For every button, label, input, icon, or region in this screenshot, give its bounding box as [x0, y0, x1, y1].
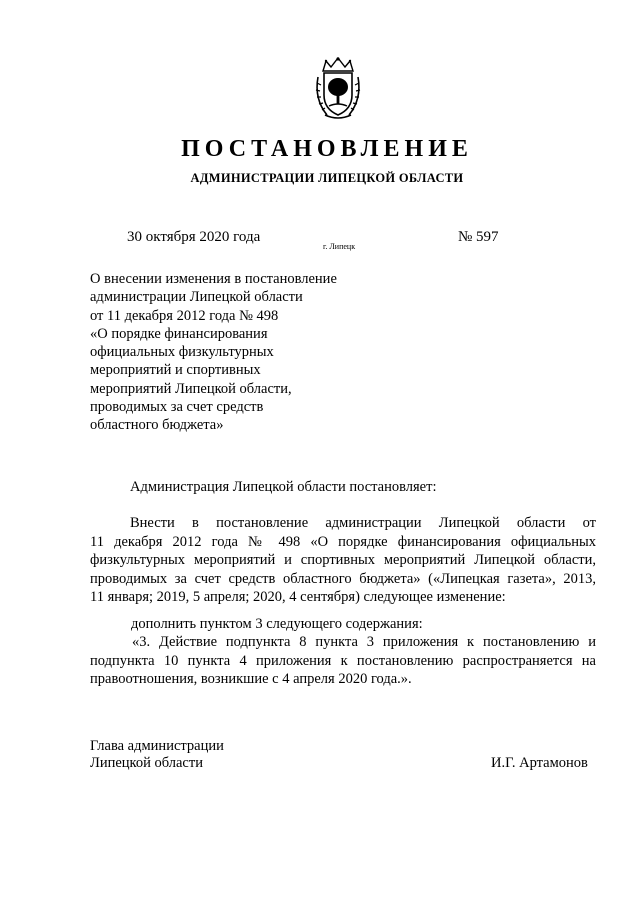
- subject-line: от 11 декабря 2012 года № 498: [90, 307, 279, 324]
- paragraph-line: проводимых за счет средств областного бюджета» («Липецкая газета», 2013,: [90, 570, 596, 587]
- signatory-name: И.Г. Артамонов: [491, 755, 588, 771]
- signatory-position: [90, 738, 224, 772]
- document-city: г. Липецк: [323, 242, 356, 251]
- paragraph-line: физкультурных мероприятий и спортивных мероприятий Липецкой области,: [90, 552, 596, 568]
- issuer-name: АДМИНИСТРАЦИИ ЛИПЕЦКОЙ ОБЛАСТИ: [190, 171, 464, 185]
- amendment-line: «3. Действие подпункта 8 пункта 3 приложения к постановлению и: [132, 634, 596, 650]
- position-line: Липецкой области: [90, 755, 203, 771]
- amendment-line: правоотношения, возникшие с 4 апреля 2020 года.».: [90, 671, 412, 687]
- amendment-line: подпункта 10 пункта 4 приложения к постановлению распространяется на: [90, 652, 596, 669]
- paragraph-line: Внести в постановление администрации Липецкой области от: [130, 515, 596, 531]
- amendment-intro: дополнить пунктом 3 следующего содержания:: [131, 616, 423, 632]
- position-line: Глава администрации: [90, 738, 224, 754]
- document-number: № 597: [458, 229, 499, 245]
- subject-line: проводимых за счет средств: [90, 399, 264, 416]
- subject-line: областного бюджета»: [90, 417, 224, 434]
- document-subject: [90, 270, 390, 435]
- subject-line: официальных физкультурных: [90, 344, 274, 361]
- paragraph-line: 11 января; 2019, 5 апреля; 2020, 4 сентября) следующее изменение:: [90, 589, 506, 605]
- subject-line: «О порядке финансирования: [90, 325, 268, 342]
- document-title: ПОСТАНОВЛЕНИЕ: [181, 136, 473, 162]
- subject-line: О внесении изменения в постановление: [90, 271, 337, 287]
- subject-line: мероприятий и спортивных: [90, 362, 261, 379]
- preamble: Администрация Липецкой области постановляет:: [130, 479, 437, 495]
- amendment-text: [90, 633, 596, 689]
- document-date: 30 октября 2020 года: [127, 229, 261, 245]
- subject-line: администрации Липецкой области: [90, 289, 303, 306]
- main-paragraph: [90, 514, 596, 607]
- lipetsk-coat-of-arms-icon: [313, 57, 363, 121]
- paragraph-line: 11 декабря 2012 года № 498 «О порядке финансирования официальных: [90, 533, 596, 550]
- subject-line: мероприятий Липецкой области,: [90, 380, 292, 397]
